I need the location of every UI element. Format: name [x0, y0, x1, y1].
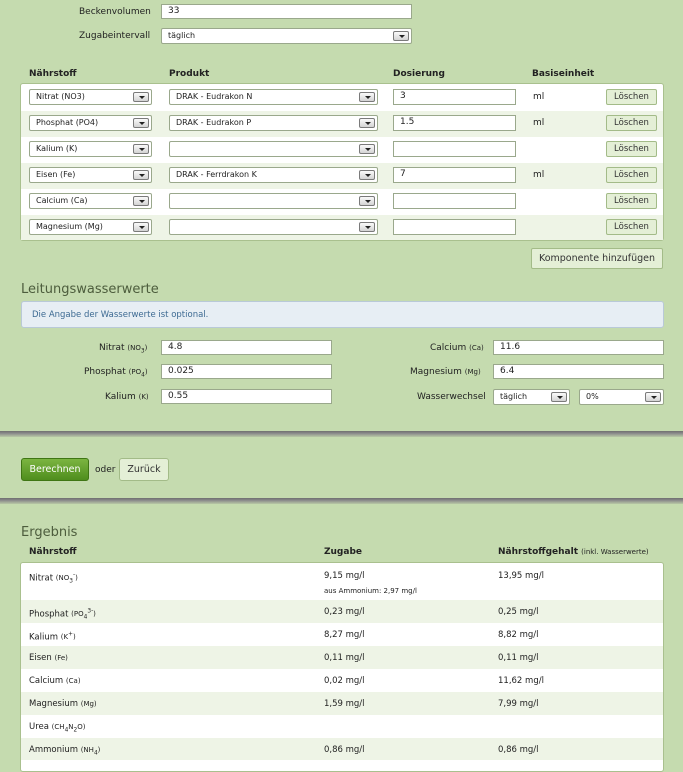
chevron-down-icon	[133, 118, 149, 128]
product-select[interactable]	[169, 193, 378, 209]
result-nutrient-name: Magnesium (Mg)	[29, 699, 97, 709]
calculate-button[interactable]: Berechnen	[21, 458, 89, 481]
result-content: 13,95 mg/l	[498, 571, 544, 581]
tapwater-info-text: Die Angabe der Wasserwerte ist optional.	[32, 310, 209, 320]
chevron-down-icon	[359, 196, 375, 206]
result-title: Ergebnis	[21, 525, 78, 540]
result-dosage: 0,23 mg/l	[324, 607, 365, 617]
col-header-unit: Basiseinheit	[532, 69, 595, 79]
dosage-input[interactable]: 1.5	[393, 115, 516, 131]
chevron-down-icon	[359, 144, 375, 154]
unit-label: ml	[533, 118, 545, 128]
nutrient-select[interactable]: Magnesium (Mg)	[29, 219, 152, 235]
result-nutrient-name: Calcium (Ca)	[29, 676, 81, 686]
water-change-interval-select[interactable]: täglich	[493, 389, 570, 405]
tap-potassium-label: Kalium (K)	[105, 392, 149, 402]
result-dosage: 0,02 mg/l	[324, 676, 365, 686]
result-nutrient-name: Nitrat $(NO_3^-)$	[29, 573, 78, 585]
dosage-input[interactable]: 7	[393, 167, 516, 183]
dosage-input[interactable]	[393, 193, 516, 209]
result-content: 7,99 mg/l	[498, 699, 539, 709]
dosage-input[interactable]: 3	[393, 89, 516, 105]
tank-volume-input[interactable]: 33	[161, 4, 412, 19]
tap-nitrate-input[interactable]: 4.8	[161, 340, 332, 355]
dosing-interval-label: Zugabeintervall	[79, 31, 151, 41]
chevron-down-icon	[645, 392, 661, 402]
result-nutrient-name: Phosphat $(PO_4^{3-})$	[29, 609, 96, 621]
product-select[interactable]: DRAK - Ferrdrakon K	[169, 167, 378, 183]
result-nutrient-name: Urea $(CH_4N_2O)$	[29, 722, 86, 734]
add-component-button[interactable]: Komponente hinzufügen	[531, 248, 663, 269]
delete-button[interactable]: Löschen	[606, 89, 657, 105]
result-dosage: 8,27 mg/l	[324, 630, 365, 640]
chevron-down-icon	[359, 222, 375, 232]
result-header-dosage: Zugabe	[324, 547, 362, 557]
water-change-percent-select[interactable]: 0%	[579, 389, 664, 405]
tap-nitrate-label: Nitrat $(NO_3)$	[99, 343, 148, 355]
chevron-down-icon	[359, 118, 375, 128]
chevron-down-icon	[133, 170, 149, 180]
back-button[interactable]: Zurück	[119, 458, 169, 481]
tap-calcium-label: Calcium (Ca)	[430, 343, 484, 353]
water-change-label: Wasserwechsel	[417, 392, 486, 402]
result-nutrient-name: Ammonium $(NH_4)$	[29, 745, 101, 757]
nutrient-select[interactable]: Nitrat (NO3)	[29, 89, 152, 105]
dosing-interval-select[interactable]: täglich	[161, 28, 412, 44]
result-content: 11,62 mg/l	[498, 676, 544, 686]
delete-button[interactable]: Löschen	[606, 167, 657, 183]
product-select[interactable]: DRAK - Eudrakon N	[169, 89, 378, 105]
result-content: 0,86 mg/l	[498, 745, 539, 755]
col-header-dosage: Dosierung	[393, 69, 445, 79]
section-divider	[0, 431, 683, 437]
result-dosage: 9,15 mg/l	[324, 571, 365, 581]
col-header-nutrient: Nährstoff	[29, 69, 77, 79]
result-note: aus Ammonium: 2,97 mg/l	[324, 587, 417, 595]
product-select[interactable]	[169, 219, 378, 235]
chevron-down-icon	[133, 196, 149, 206]
tap-calcium-input[interactable]: 11.6	[493, 340, 664, 355]
dosage-input[interactable]	[393, 219, 516, 235]
chevron-down-icon	[359, 92, 375, 102]
tap-magnesium-label: Magnesium (Mg)	[410, 367, 481, 377]
nutrient-select[interactable]: Eisen (Fe)	[29, 167, 152, 183]
chevron-down-icon	[359, 170, 375, 180]
tap-phosphate-input[interactable]: 0.025	[161, 364, 332, 379]
result-dosage: 0,86 mg/l	[324, 745, 365, 755]
result-header-nutrient: Nährstoff	[29, 547, 77, 557]
result-content: 8,82 mg/l	[498, 630, 539, 640]
chevron-down-icon	[133, 222, 149, 232]
chevron-down-icon	[393, 31, 409, 41]
product-select[interactable]	[169, 141, 378, 157]
chevron-down-icon	[133, 144, 149, 154]
unit-label: ml	[533, 170, 545, 180]
delete-button[interactable]: Löschen	[606, 193, 657, 209]
nutrient-select[interactable]: Phosphat (PO4)	[29, 115, 152, 131]
nutrient-select[interactable]: Kalium (K)	[29, 141, 152, 157]
dosage-input[interactable]	[393, 141, 516, 157]
delete-button[interactable]: Löschen	[606, 219, 657, 235]
section-divider	[0, 498, 683, 504]
delete-button[interactable]: Löschen	[606, 115, 657, 131]
chevron-down-icon	[133, 92, 149, 102]
unit-label: ml	[533, 92, 545, 102]
product-select[interactable]: DRAK - Eudrakon P	[169, 115, 378, 131]
result-dosage: 0,11 mg/l	[324, 653, 365, 663]
or-text: oder	[95, 465, 116, 475]
tap-potassium-input[interactable]: 0.55	[161, 389, 332, 404]
result-content: 0,25 mg/l	[498, 607, 539, 617]
delete-button[interactable]: Löschen	[606, 141, 657, 157]
tap-magnesium-input[interactable]: 6.4	[493, 364, 664, 379]
result-dosage: 1,59 mg/l	[324, 699, 365, 709]
result-nutrient-name: Kalium (K+)	[29, 632, 76, 643]
col-header-product: Produkt	[169, 69, 210, 79]
tapwater-title: Leitungswasserwerte	[21, 282, 159, 297]
result-content: 0,11 mg/l	[498, 653, 539, 663]
tank-volume-label: Beckenvolumen	[79, 7, 151, 17]
tap-phosphate-label: Phosphat $(PO_4)$	[84, 367, 148, 379]
nutrient-select[interactable]: Calcium (Ca)	[29, 193, 152, 209]
result-header-content: Nährstoffgehalt (inkl. Wasserwerte)	[498, 547, 649, 557]
result-nutrient-name: Eisen (Fe)	[29, 653, 68, 663]
chevron-down-icon	[551, 392, 567, 402]
